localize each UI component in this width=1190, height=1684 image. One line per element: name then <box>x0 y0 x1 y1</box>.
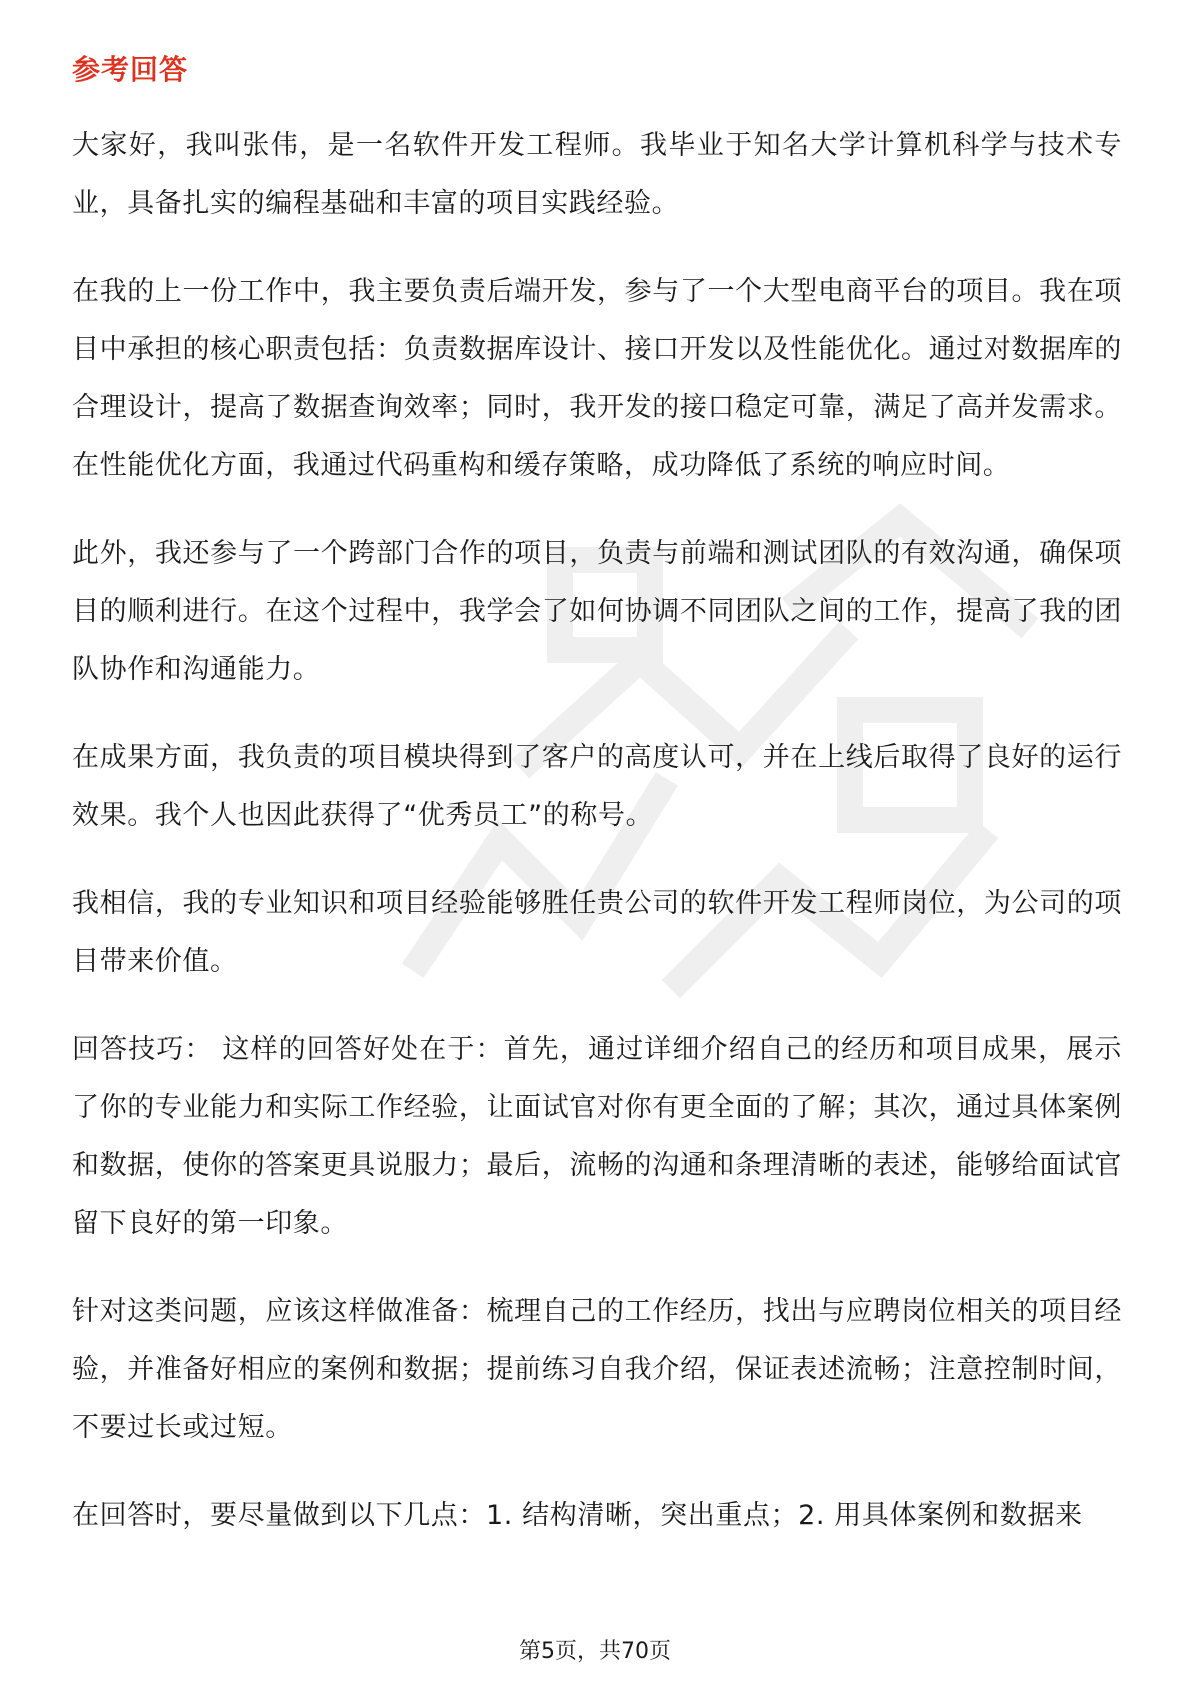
page-number-footer: 第5页，共70页 <box>519 1639 671 1664</box>
paragraph-cross-team: 此外，我还参与了一个跨部门合作的项目，负责与前端和测试团队的有效沟通，确保项目的顺利进行。在这个过程中，我学会了如何协调不同团队之间的工作，提高了我的团队协作和沟通能力。 <box>72 538 1122 685</box>
paragraph-previous-job: 在我的上一份工作中，我主要负责后端开发，参与了一个大型电商平台的项目。我在项目中承担的核心职责包括：负责数据库设计、接口开发以及性能优化。通过对数据库的合理设计，提高了数据查询效率；同时，我开发的接口稳定可靠，满足了高并发需求。在性能优化方面，我通过代码重构和缓存策略，成功降低了系统的响应时间。 <box>72 276 1122 481</box>
paragraph-preparation: 针对这类问题，应该这样做准备：梳理自己的工作经历，找出与应聘岗位相关的项目经验，并准备好相应的案例和数据；提前练习自我介绍，保证表述流畅；注意控制时间，不要过长或过短。 <box>72 1296 1122 1443</box>
paragraph-answer-tips: 回答技巧： 这样的回答好处在于：首先，通过详细介绍自己的经历和项目成果，展示了你的专业能力和实际工作经验，让面试官对你有更全面的了解；其次，通过具体案例和数据，使你的答案更具说服力；最后，流畅的沟通和条理清晰的表述，能够给面试官留下良好的第一印象。 <box>72 1034 1122 1239</box>
paragraph-results: 在成果方面，我负责的项目模块得到了客户的高度认可，并在上线后取得了良好的运行效果。我个人也因此获得了“优秀员工”的称号。 <box>72 742 1122 831</box>
paragraph-intro: 大家好，我叫张伟，是一名软件开发工程师。我毕业于知名大学计算机科学与技术专业，具备扎实的编程基础和丰富的项目实践经验。 <box>72 130 1122 219</box>
section-heading: 参考回答 <box>72 53 189 86</box>
paragraph-key-points: 在回答时，要尽量做到以下几点：1. 结构清晰，突出重点；2. 用具体案例和数据来 <box>72 1500 1083 1531</box>
paragraph-conclusion: 我相信，我的专业知识和项目经验能够胜任贵公司的软件开发工程师岗位，为公司的项目带来价值。 <box>72 888 1122 977</box>
answer-body <box>72 117 1122 1575</box>
